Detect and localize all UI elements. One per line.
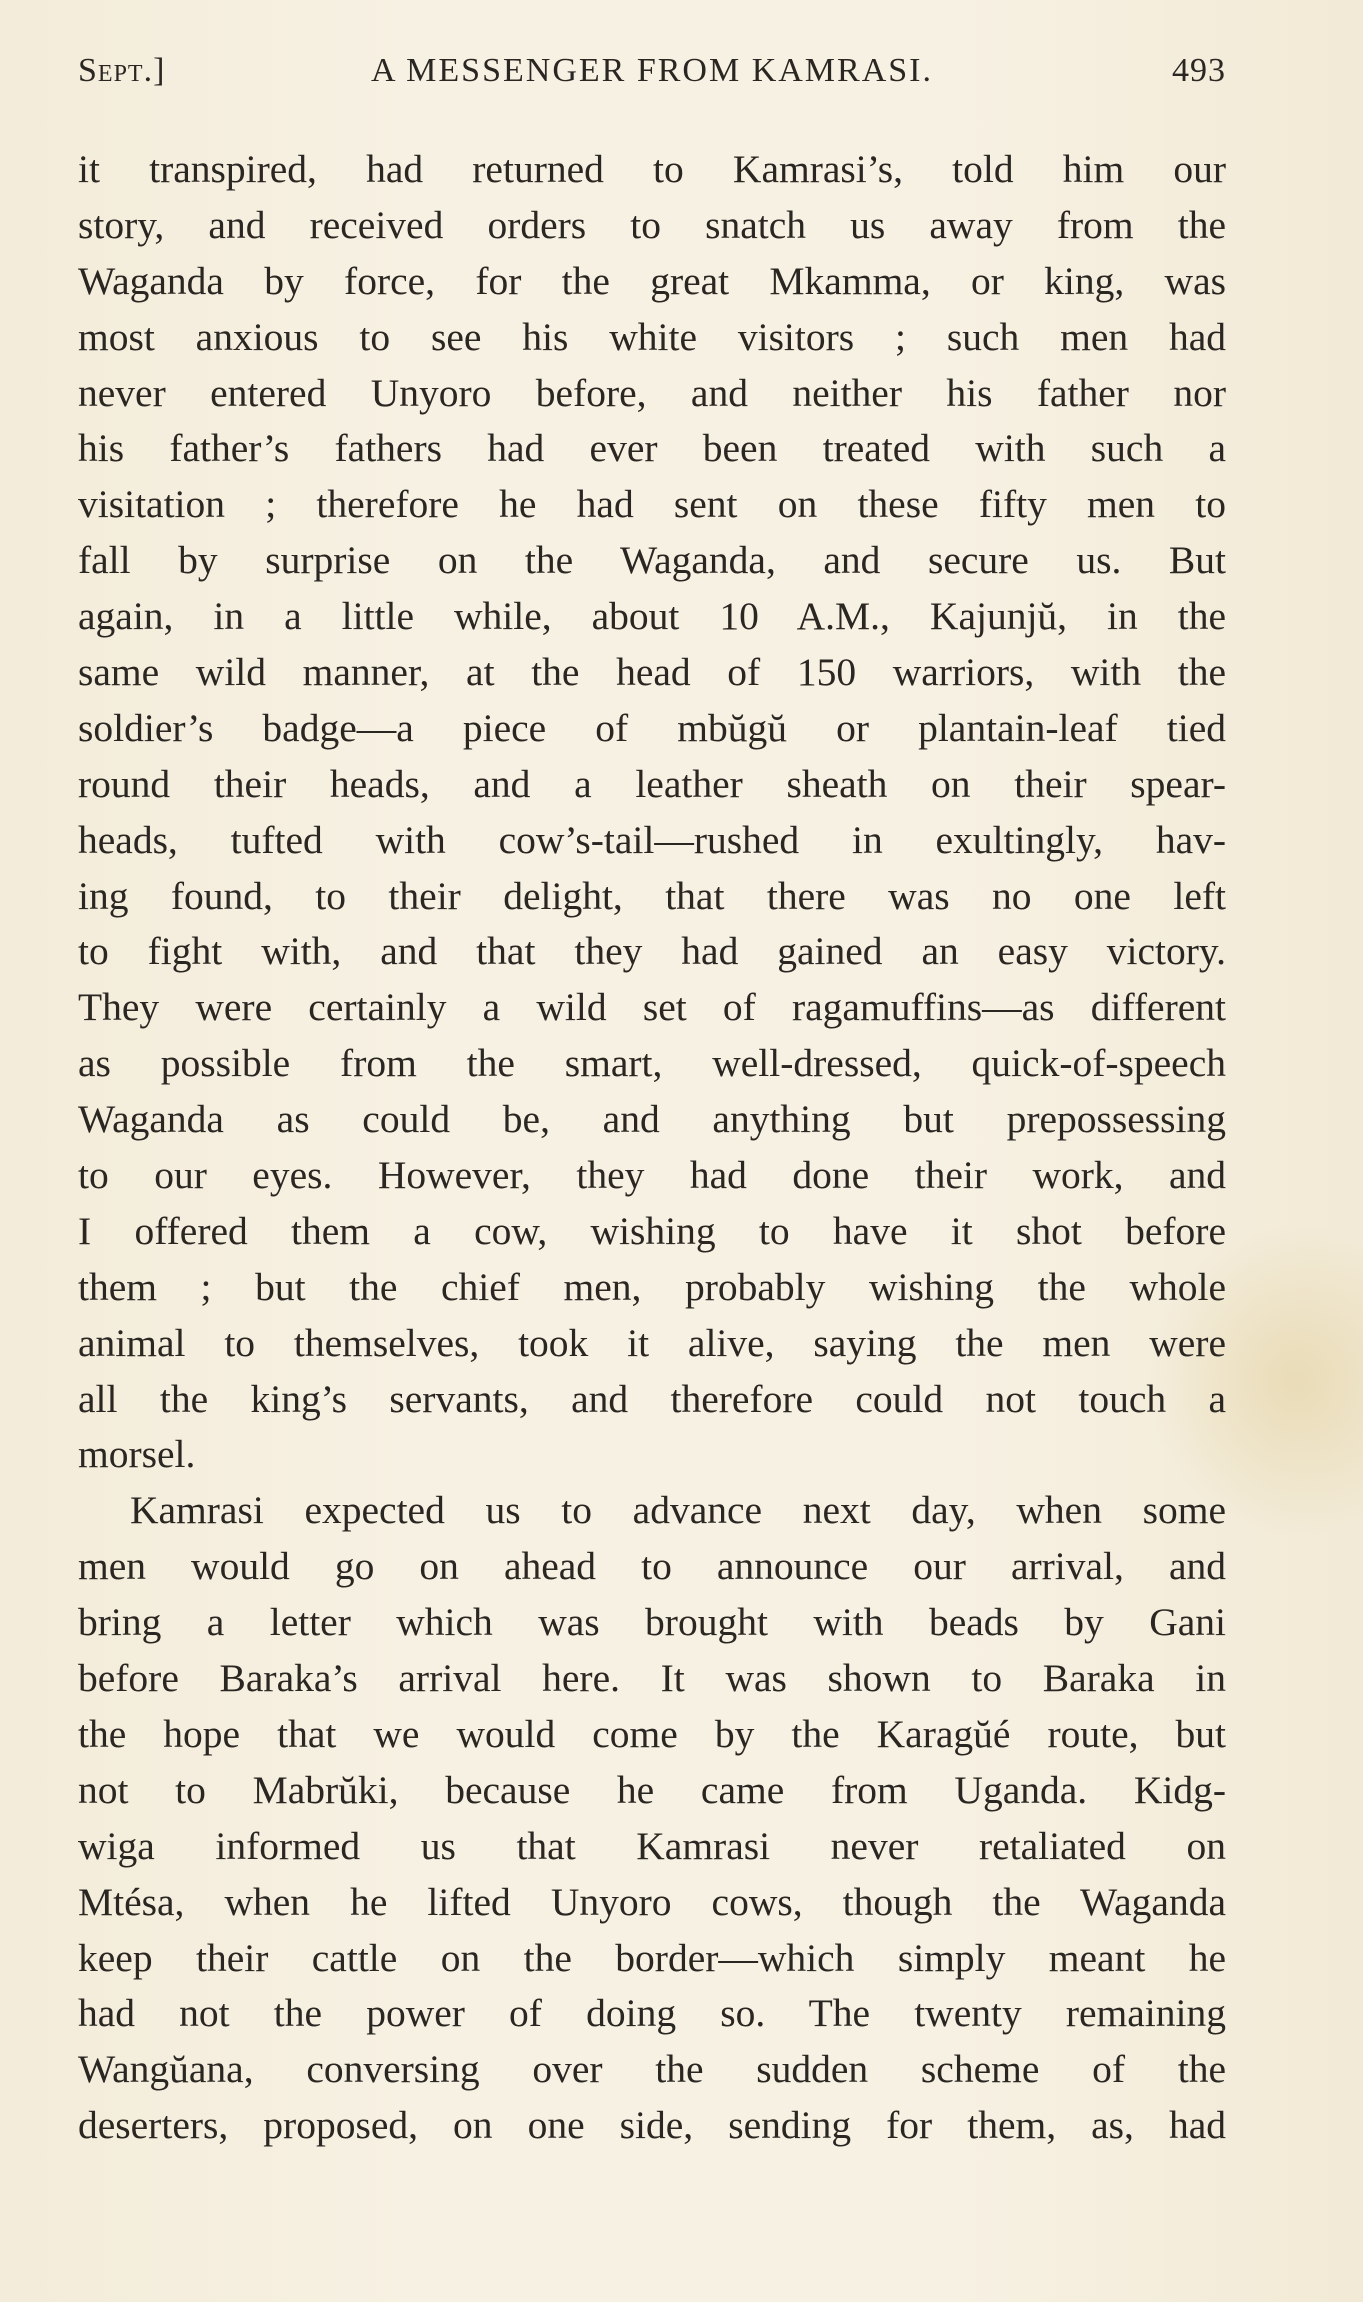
text-line: them ; but the chief men, probably wishing the whole xyxy=(78,1264,1226,1309)
header-chapter-title: A MESSENGER FROM KAMRASI. xyxy=(371,52,933,89)
text-line: bring a letter which was brought with beads by Gani xyxy=(78,1600,1226,1645)
text-line: Mtésa, when he lifted Unyoro cows, though the Waganda xyxy=(78,1879,1226,1924)
text-line: They were certainly a wild set of ragamuffins—as different xyxy=(78,985,1226,1030)
text-line: soldier’s badge—a piece of mbŭgŭ or plantain-leaf tied xyxy=(78,705,1226,750)
body-text xyxy=(78,142,1226,2154)
text-line: round their heads, and a leather sheath on their spear- xyxy=(78,761,1226,806)
text-line: to fight with, and that they had gained an easy victory. xyxy=(78,929,1226,974)
running-head xyxy=(78,52,1226,98)
text-line: never entered Unyoro before, and neither his father nor xyxy=(78,370,1226,415)
text-line: had not the power of doing so. The twenty remaining xyxy=(78,1991,1226,2036)
text-line: it transpired, had returned to Kamrasi’s, told him our xyxy=(78,147,1226,191)
text-line: Waganda as could be, and anything but prepossessing xyxy=(78,1097,1226,1142)
text-line: men would go on ahead to announce our arrival, and xyxy=(78,1544,1226,1589)
text-line: morsel. xyxy=(78,1432,196,1477)
text-line: to our eyes. However, they had done their work, and xyxy=(78,1153,1226,1198)
text-line: before Baraka’s arrival here. It was shown to Baraka in xyxy=(78,1656,1226,1701)
text-line: as possible from the smart, well-dressed, quick-of-speech xyxy=(78,1041,1226,1086)
text-line: same wild manner, at the head of 150 warriors, with the xyxy=(78,650,1226,695)
header-month: Sept.] xyxy=(78,52,166,89)
text-line: heads, tufted with cow’s-tail—rushed in exultingly, hav- xyxy=(78,817,1226,862)
text-line: deserters, proposed, on one side, sending for them, as, had xyxy=(78,2103,1226,2148)
text-line: Wangŭana, conversing over the sudden scheme of the xyxy=(78,2047,1226,2092)
page-number: 493 xyxy=(1172,52,1226,89)
text-line: wiga informed us that Kamrasi never retaliated on xyxy=(78,1823,1226,1868)
text-line: story, and received orders to snatch us away from the xyxy=(78,202,1226,247)
text-line: again, in a little while, about 10 A.M., Kajunjŭ, in the xyxy=(78,594,1226,639)
text-line: I offered them a cow, wishing to have it shot before xyxy=(78,1208,1226,1253)
text-line: the hope that we would come by the Karagŭé route, but xyxy=(78,1711,1226,1756)
text-line: most anxious to see his white visitors ; such men had xyxy=(78,314,1226,359)
text-line: keep their cattle on the border—which simply meant he xyxy=(78,1935,1226,1980)
paragraph-start-line: Kamrasi expected us to advance next day, when some xyxy=(130,1488,1226,1533)
text-line: all the king’s servants, and therefore could not touch a xyxy=(78,1376,1226,1421)
text-line: fall by surprise on the Waganda, and secure us. But xyxy=(78,538,1226,583)
text-line: Waganda by force, for the great Mkamma, or king, was xyxy=(78,258,1226,303)
text-line: not to Mabrŭki, because he came from Uganda. Kidg- xyxy=(78,1767,1226,1812)
text-line: animal to themselves, took it alive, saying the men were xyxy=(78,1320,1226,1365)
text-line: his father’s fathers had ever been treated with such a xyxy=(78,426,1226,471)
text-line: ing found, to their delight, that there was no one left xyxy=(78,873,1226,918)
text-line: visitation ; therefore he had sent on these fifty men to xyxy=(78,482,1226,527)
